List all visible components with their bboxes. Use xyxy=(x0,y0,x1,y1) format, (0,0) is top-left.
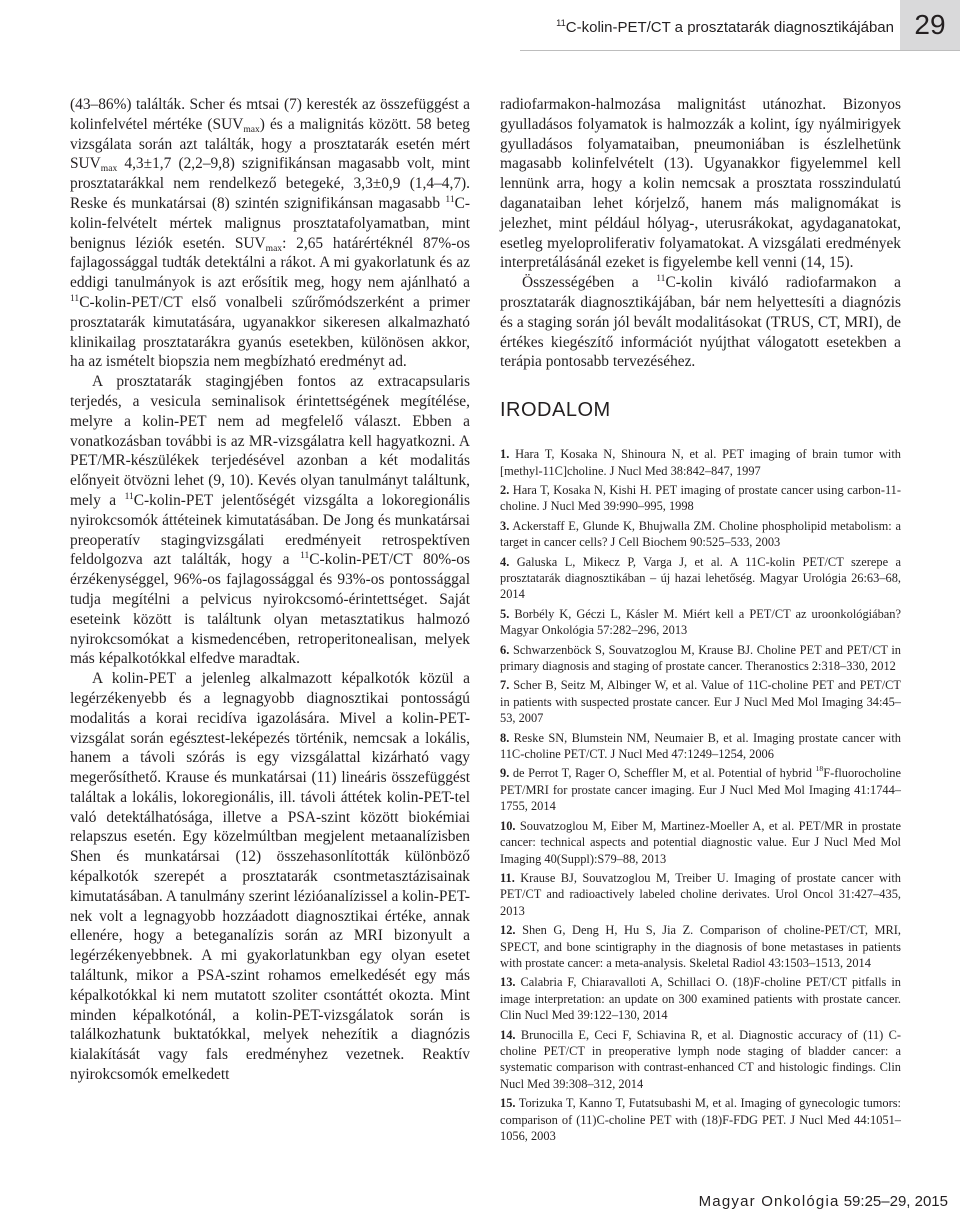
reference-item xyxy=(500,446,901,479)
reference-number: 1. xyxy=(500,447,510,462)
body-paragraph: A kolin-PET a jelenleg alkalmazott képalkotók közül a legérzékenyebb és a legnagyobb diagnosztikai pontosságú modalitás a korai recidíva igazolására. Mivel a kolin-PET-vizsgálat során egésztest-leképezés történik, nemcsak a lokális, hanem a távoli szórás is egy vizsgálattal kizárható vagy megerősíthető. Krause és munkatársai (11) lineáris összefüggést találtak a lokális, lokoregionális, ill. távoli áttétek kolin-PET-tel való detektálhatósága, illetve a PSA-szint között biokémiai relapszus esetén. Egy közelmúltban megjelent metaanalízisben Shen és munkatársai (12) összehasonlították különböző képalkotók szerepét a prosztatarák csontmetasztázisainak kimutatásában. A tanulmány szerint lézióanalízissel a kolin-PET-nek volt a legnagyobb hozzáadott diagnosztikai értéke, annak ellenére, hogy a beteganalízis során az MRI bizonyult a legérzékenyebbnek. A mi gyakorlatunkban egy olyan esetet találtunk, mikor a PSA-szint rohamos emelkedését egy más képalkotókkal ki nem mutatott szoliter csontáttét okozta. Mint minden képalkotónál, a kolin-PET-vizsgálatok során is találkozhatunk buktatókkal, melyek nehezítik a diagnózis kialakítását vagy fals eredményhez vezetnek. Reaktív nyirokcsomók emelkedett xyxy=(70,670,470,1084)
reference-item xyxy=(500,818,901,867)
reference-text: Krause BJ, Souvatzoglou M, Treiber U. Imaging of prostate cancer with PET/CT and radioactively labeled choline derivates. Urol Oncol 31:427–435, 2013 xyxy=(500,870,901,918)
reference-text: F-fluorocholine PET/MRI for prostate cancer imaging. Eur J Nucl Med Mol Imaging 41:1744–1755, 2014 xyxy=(500,766,901,814)
reference-text: Scher B, Seitz M, Albinger W, et al. Value of 11C-choline PET and PET/CT in patients with suspected prostate cancer. Eur J Nucl Med Mol Imaging 34:45–53, 2007 xyxy=(500,678,901,726)
reference-text: Calabria F, Chiaravalloti A, Schillaci O. (18)F-choline PET/CT pitfalls in image interpretation: an update on 300 examined patients with prostate cancer. Clin Nucl Med 39:122–130, 2014 xyxy=(500,975,901,1023)
superscript: 11 xyxy=(656,273,666,285)
superscript: 11 xyxy=(70,292,80,304)
reference-item xyxy=(500,870,901,919)
reference-list xyxy=(500,446,901,1144)
header-rule xyxy=(520,50,960,51)
body-paragraph: radiofarmakon-halmozása malignitást utánozhat. Bizonyos gyulladásos folyamatok is halmozzák a kolint, így nyálmirigyek gyulladásos folyamataiban, pneumoniában is észlelhetünk magasabb kolinfelvételt (13). Ugyanakkor figyelemmel kell lennünk arra, hogy a kolin nemcsak a prosztata rosszindulatú daganataiban lehet kórjelző, hanem más malignomákat is jelezhet, mint például hólyag-, uterusrákokat, agydaganatokat, esetleg myeloproliferativ folyamatokat. A vizsgálati eredmények interpretálásánál ezeket is figyelembe kell venni (14, 15). xyxy=(500,96,901,272)
reference-item xyxy=(500,518,901,551)
text-run: A prosztatarák stagingjében fontos az extracapsularis terjedés, a vesicula seminalisok érintettségének megítélése, melyre a kolin-PET nem ad megfelelő választ. Ebben a vonatkozásban további is az MR-vizsgálatra kell hagyatkozni. A PET/MR-készülékek terjedésével azonban a két modalitás előnyeit ötvözni lehet (9, 10). Kevés olyan tanulmányt találtunk, mely a xyxy=(70,373,470,509)
superscript: 11 xyxy=(300,550,310,562)
reference-number: 12. xyxy=(500,923,516,938)
reference-number: 8. xyxy=(500,730,510,745)
right-column xyxy=(500,95,901,1147)
reference-text: Shen G, Deng H, Hu S, Jia Z. Comparison of choline-PET/CT, MRI, SPECT, and bone scintigraphy in the diagnosis of bone metastases in patients with prostate cancer: a meta-analysis. Skeletal Radiol 43:1503–1513, 2014 xyxy=(500,923,901,970)
superscript: 11 xyxy=(124,490,134,502)
reference-number: 2. xyxy=(500,482,510,497)
subscript: max xyxy=(243,123,260,135)
text-run: (43–86%) találták. Scher és mtsai (7) keresték az összefüggést a kolinfelvétel mértéke (SUV xyxy=(70,96,470,133)
superscript: 18 xyxy=(815,764,824,774)
reference-text: Torizuka T, Kanno T, Futatsubashi M, et al. Imaging of gynecologic tumors: comparison of (11)C-choline PET with (18)F-FDG PET. J Nucl Med 44:1051–1056, 2003 xyxy=(500,1096,902,1143)
journal-name: Magyar Onkológia xyxy=(698,1193,840,1210)
reference-number: 4. xyxy=(500,554,510,569)
reference-item xyxy=(500,765,901,814)
text-run: C-kolin-PET jelentőségét vizsgálta a lokoregionális nyirokcsomók áttéteinek kimutatásában. De Jong és munkatársai preoperatív stagingvizsgálati eredményeit retrospektíven feldolgozva azt találták, hogy a xyxy=(70,491,470,569)
page-footer xyxy=(699,1193,948,1210)
reference-number: 5. xyxy=(500,606,510,621)
left-column xyxy=(70,95,470,1085)
reference-number: 9. xyxy=(500,766,510,781)
text-run: C-kolin-felvételt mértek malignus prosztatafolyamatban, mint benignus léziók esetén. SUV xyxy=(70,194,470,252)
text-run: 4,3±1,7 (2,2–9,8) szignifikánsan magasabb volt, mint prosztatarákkal nem rendelkező betegeké, 3,3±0,9 (1,4–4,7). Reske és munkatársai (8) szintén szignifikánsan magasabb xyxy=(70,155,470,212)
body-paragraph xyxy=(500,273,901,372)
reference-item xyxy=(500,730,901,763)
reference-text: Hara T, Kosaka N, Shinoura N, et al. PET imaging of brain tumor with [methyl-11C]choline. J Nucl Med 38:842–847, 1997 xyxy=(500,447,901,478)
references-heading: IRODALOM xyxy=(500,399,611,422)
reference-item xyxy=(500,554,901,603)
text-run: C-kolin-PET/CT 80%-os érzékenységgel, 96%-os fajlagossággal és 93%-os pontossággal tudja megítélni a pelvicus nyirokcsomó-érintettséget. Saját eseteink között is találtunk olyan metasztatikus halmozó nyirokcsomókat a kismedencében, retroperitonealisan, melyek más képalkotókkal elfedve maradtak. xyxy=(70,551,470,668)
reference-text: Schwarzenböck S, Souvatzoglou M, Krause BJ. Choline PET and PET/CT in primary diagnosis and staging of prostate cancer. Theranostics 2:318–330, 2012 xyxy=(500,642,901,674)
reference-text: de Perrot T, Rager O, Scheffler M, et al. Potential of hybrid xyxy=(512,766,816,781)
body-paragraph xyxy=(70,372,470,669)
subscript: max xyxy=(265,242,283,254)
reference-item xyxy=(500,922,901,971)
reference-item xyxy=(500,1027,901,1093)
reference-number: 6. xyxy=(500,642,510,657)
running-title-superscript: 11 xyxy=(556,18,566,28)
reference-item xyxy=(500,974,901,1023)
page-number: 29 xyxy=(900,0,960,50)
reference-number: 14. xyxy=(500,1027,516,1042)
text-run: C-kolin-PET/CT első vonalbeli szűrőmódszerként a primer prosztatarák kimutatására, ugyanakkor sikeresen alkalmazható klinikailag prosztatarákra gyanús esetekben, különösen akkor, ha az ismételt biopszia nem megbízható eredményt ad. xyxy=(70,293,470,371)
running-title xyxy=(556,19,894,36)
superscript: 11 xyxy=(445,193,455,205)
subscript: max xyxy=(100,163,118,175)
reference-text: Galuska L, Mikecz P, Varga J, et al. A 11C-kolin PET/CT szerepe a prosztatarák diagnosztikában – új hazai lehetőség. Magyar Urológia 26:63–68, 2014 xyxy=(500,554,901,602)
text-run: Összességében a xyxy=(522,274,657,292)
reference-number: 3. xyxy=(500,518,510,533)
reference-number: 7. xyxy=(500,678,510,693)
body-paragraph xyxy=(70,95,470,372)
reference-item xyxy=(500,677,901,726)
reference-number: 11. xyxy=(500,870,515,885)
reference-item xyxy=(500,606,901,639)
reference-number: 15. xyxy=(500,1096,516,1111)
reference-item xyxy=(500,1095,901,1144)
running-title-text: C-kolin-PET/CT a prosztatarák diagnosztikájában xyxy=(565,19,894,36)
reference-item xyxy=(500,642,901,675)
reference-item xyxy=(500,482,901,515)
reference-text: Reske SN, Blumstein NM, Neumaier B, et al. Imaging prostate cancer with 11C-choline PET/CT. J Nucl Med 47:1249–1254, 2006 xyxy=(500,730,901,762)
text-run: : 2,65 határértéknél 87%-os fajlagossággal tudták detektálni a rákot. A mi gyakorlatunk és az eddigi tanulmányok is azt erősítik meg, hogy nem ajánlható a xyxy=(70,234,471,292)
reference-text: Ackerstaff E, Glunde K, Bhujwalla ZM. Choline phospholipid metabolism: a target in cancer cells? J Cell Biochem 90:525–533, 2003 xyxy=(500,518,901,550)
reference-number: 13. xyxy=(500,975,516,990)
page-header xyxy=(0,0,960,52)
reference-text: Hara T, Kosaka N, Kishi H. PET imaging of prostate cancer using carbon-11-choline. J Nucl Med 39:990–995, 1998 xyxy=(500,482,901,514)
reference-number: 10. xyxy=(500,818,516,833)
journal-citation: 59:25–29, 2015 xyxy=(843,1193,948,1210)
reference-text: Brunocilla E, Ceci F, Schiavina R, et al. Diagnostic accuracy of (11) C-choline PET/CT in preoperative lymph node staging of bladder cancer: a systematic comparison with contrast-enhanced CT and histologic findings. Clin Nucl Med 39:308–312, 2014 xyxy=(500,1027,901,1091)
text-run: C-kolin kiváló radiofarmakon a prosztatarák diagnosztikájában, bár nem helyettesíti a diagnózis és a staging során jól bevált modalitásokat (TRUS, CT, MRI), de értékes kiegészítő információt nyújthat válogatott esetekben a terápia pontosabb tervezéséhez. xyxy=(500,274,902,371)
text-run: ) és a malignitás között. 58 beteg vizsgálata során azt találták, hogy a prosztatarák esetén mért SUV xyxy=(70,115,470,173)
reference-text: Souvatzoglou M, Eiber M, Martinez-Moeller A, et al. PET/MR in prostate cancer: technical aspects and potential diagnostic value. Eur J Nucl Med Mol Imaging 40(Suppl):S79–88, 2013 xyxy=(500,818,901,866)
reference-text: Borbély K, Géczi L, Kásler M. Miért kell a PET/CT az uroonkológiában? Magyar Onkológia 57:282–296, 2013 xyxy=(500,606,901,638)
